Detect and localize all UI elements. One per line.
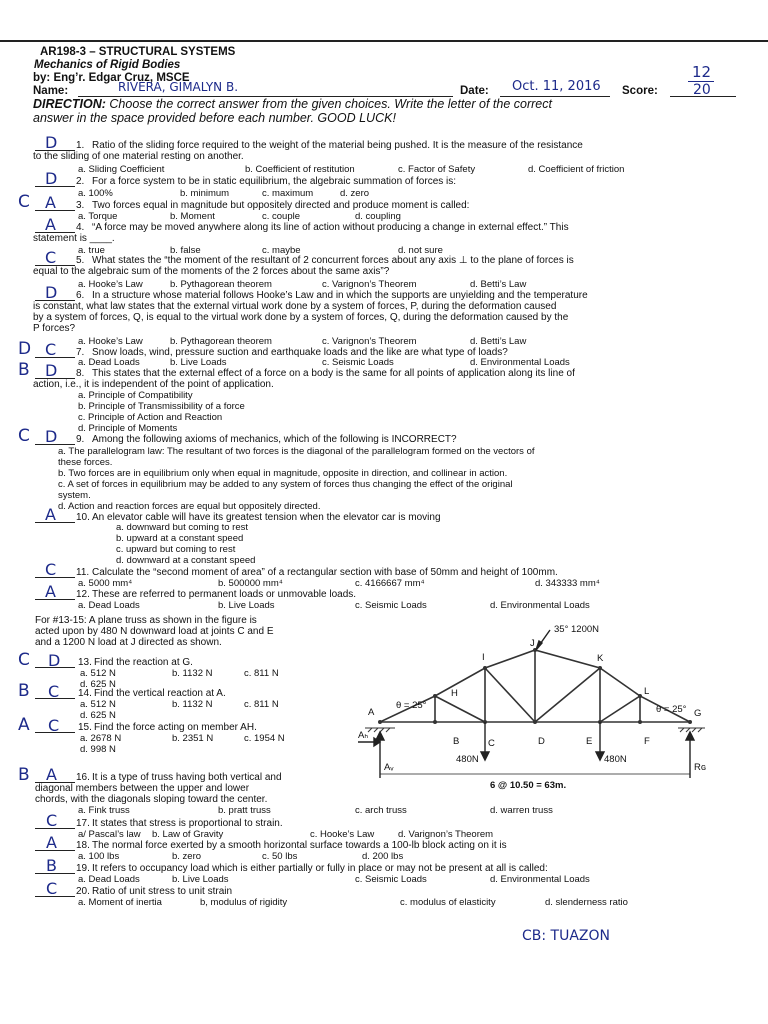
question-text-line: Calculate the “second moment of area” of a rectangular section with base of 50mm and height of 100mm.: [92, 567, 558, 578]
option-text: a. Fink truss: [78, 805, 130, 816]
option-text: c. upward but coming to rest: [116, 544, 236, 555]
option-text: b. 1132 N: [172, 699, 213, 710]
option-text: b. 1132 N: [172, 668, 213, 679]
question-number: 19.: [76, 863, 90, 874]
load-label-1200n: 35° 1200N: [554, 624, 599, 635]
option-text: b. Pythagorean theorem: [170, 279, 272, 290]
option-text: b. Law of Gravity: [152, 829, 224, 840]
direction-line-2: answer in the space provided before each number. GOOD LUCK!: [33, 111, 396, 125]
option-text: c. Varignon’s Theorem: [322, 336, 417, 347]
question-text-line: What states the “the moment of the resultant of 2 concurrent forces about any axis ⊥ to the plane of forces is: [92, 255, 574, 266]
option-text: a. Torque: [78, 211, 118, 222]
answer-correction: A: [18, 715, 30, 735]
option-text: b. 500000 mm⁴: [218, 578, 283, 589]
option-text: a. 5000 mm⁴: [78, 578, 133, 589]
option-text: b. upward at a constant speed: [116, 533, 244, 544]
option-text: a. true: [78, 245, 105, 256]
question-number: 18.: [76, 840, 90, 851]
option-text: c. 50 lbs: [262, 851, 298, 862]
question-number: 3.: [76, 200, 85, 211]
score-denominator: 20: [693, 82, 711, 98]
answer-letter: A: [45, 193, 56, 212]
option-text: b. minimum: [180, 188, 230, 199]
option-text: d. downward at a constant speed: [116, 555, 256, 566]
answer-letter: D: [45, 361, 58, 380]
option-text: c. 4166667 mm⁴: [355, 578, 425, 589]
option-text: d. 200 lbs: [362, 851, 404, 862]
author-line: by: Eng’r. Edgar Cruz, MSCE: [33, 72, 190, 84]
option-text: c. Seismic Loads: [355, 600, 427, 611]
option-text: d. Environmental Loads: [490, 600, 590, 611]
question-text: Find the vertical reaction at A.: [94, 688, 226, 699]
question-number: 8.: [76, 368, 85, 379]
truss-labels: [358, 624, 706, 791]
question-number: 2.: [76, 176, 85, 187]
option-text: d. Environmental Loads: [470, 357, 570, 368]
answer-letter: D: [48, 651, 61, 670]
option-text: d. coupling: [355, 211, 401, 222]
joint-g: G: [694, 708, 702, 719]
option-text: d. Action and reaction forces are equal but oppositely directed.: [58, 501, 321, 512]
question-number: 4.: [76, 222, 85, 233]
option-text: b. zero: [172, 851, 202, 862]
truss-intro-3: and a 1200 N load at J directed as shown.: [35, 637, 222, 648]
answer-letter: C: [45, 340, 57, 359]
option-text: c. 811 N: [244, 668, 279, 679]
option-text: b. 2351 N: [172, 733, 214, 744]
date-value: Oct. 11, 2016: [512, 79, 601, 94]
name-label: Name:: [33, 85, 69, 97]
option-text: c. Seismic Loads: [322, 357, 394, 368]
answer-correction: B: [18, 360, 30, 380]
option-text: c. modulus of elasticity: [400, 897, 496, 908]
question-text-line: diagonal members between the upper and lower: [35, 783, 250, 794]
member-hc: [435, 696, 485, 722]
question-number: 20.: [76, 886, 90, 897]
question-text-line: statement is ____.: [33, 233, 115, 244]
option-text: d. Betti’s Law: [470, 279, 527, 290]
page-top-border: [0, 40, 768, 42]
truss-intro-2: acted upon by 480 N downward load at joints C and E: [35, 626, 274, 637]
option-text: d. Betti’s Law: [470, 336, 527, 347]
option-text: a. Dead Loads: [78, 600, 140, 611]
question-text-line: Ratio of the sliding force required to the weight of the material being pushed. It is the measure of the resistance: [92, 140, 583, 151]
question-text: Find the reaction at G.: [94, 657, 193, 668]
option-text: d. 998 N: [80, 744, 116, 755]
question-text-line: action, i.e., it is independent of the point of application.: [33, 379, 274, 390]
option-text: d. Coefficient of friction: [528, 164, 625, 175]
member-id: [485, 668, 535, 722]
question-number: 6.: [76, 290, 85, 301]
option-text: b, modulus of rigidity: [200, 897, 288, 908]
option-text: b. pratt truss: [218, 805, 271, 816]
option-text: d. 343333 mm⁴: [535, 578, 600, 589]
answer-correction: D: [18, 339, 32, 359]
option-text: c. A set of forces in equilibrium may be added to any system of forces thus changing the effect of the original: [58, 479, 513, 490]
answer-letter: A: [46, 833, 57, 852]
option-text: d. Environmental Loads: [490, 874, 590, 885]
question-text-line: These are referred to permanent loads or unmovable loads.: [92, 589, 357, 600]
answer-correction: C: [18, 650, 30, 670]
question-number: 13.: [78, 657, 92, 668]
option-text: a. Principle of Compatibility: [78, 390, 193, 401]
option-text: a. 100 lbs: [78, 851, 120, 862]
footer-note: CB: TUAZON: [522, 928, 611, 944]
option-text: c. Principle of Action and Reaction: [78, 412, 223, 423]
truss-diagram: [360, 618, 710, 808]
student-name: RIVERA, GIMALYN B.: [118, 80, 239, 94]
joint-e: E: [586, 736, 593, 747]
option-text: d. Principle of Moments: [78, 423, 178, 434]
member-le: [600, 696, 640, 722]
reaction-rg: Rɢ: [694, 762, 707, 773]
joint-k: K: [597, 653, 604, 664]
question-number: 9.: [76, 434, 85, 445]
option-text: these forces.: [58, 457, 113, 468]
option-text: a. Dead Loads: [78, 874, 140, 885]
question-text-line: to the sliding of one material resting on another.: [33, 151, 244, 162]
option-text: a. Moment of inertia: [78, 897, 162, 908]
option-text: a/ Pascal’s law: [78, 829, 141, 840]
option-text: c. arch truss: [355, 805, 407, 816]
question-text-line: P forces?: [33, 323, 76, 334]
answer-letter: C: [46, 879, 58, 898]
question-text-line: by a system of forces, Q, is equal to the virtual work done by a system of forces, Q, during the deformation caused by the: [33, 312, 569, 323]
load-e-label: 480N: [604, 754, 627, 765]
course-title: AR198-3 – STRUCTURAL SYSTEMS: [40, 46, 236, 58]
answer-letter: A: [45, 582, 56, 601]
option-text: a. 2678 N: [80, 733, 122, 744]
option-text: a. Sliding Coefficient: [78, 164, 165, 175]
answer-correction: C: [18, 192, 30, 212]
question-text-line: equal to the algebraic sum of the moments of the 2 forces about the same axis”?: [33, 266, 390, 277]
question-text-line: For a force system to be in static equilibrium, the algebraic summation of forces is:: [92, 176, 457, 187]
question-number: 1.: [76, 140, 85, 151]
joint-l: L: [644, 686, 650, 697]
question-number: 10.: [76, 512, 90, 523]
option-text: a. downward but coming to rest: [116, 522, 249, 533]
option-text: c. maybe: [262, 245, 301, 256]
supports: [365, 728, 705, 732]
option-text: b. Live Loads: [172, 874, 229, 885]
option-text: a. The parallelogram law: The resultant of two forces is the diagonal of the parallelogram formed on the vectors of: [58, 446, 535, 457]
theta-right: θ = 25°: [656, 704, 687, 715]
joint-f: F: [644, 736, 650, 747]
option-text: a. 512 N: [80, 668, 116, 679]
option-text: c. 811 N: [244, 699, 279, 710]
joint-b: B: [453, 736, 460, 747]
question-text-line: “A force may be moved anywhere along its line of action without producing a change in external effect.” This: [92, 222, 569, 233]
question-text-line: It states that stress is proportional to strain.: [92, 818, 283, 829]
option-text: b. Live Loads: [170, 357, 227, 368]
question-number: 17.: [76, 818, 90, 829]
option-text: b. false: [170, 245, 201, 256]
answer-letter: B: [46, 856, 57, 875]
question-text-line: An elevator cable will have its greatest tension when the elevator car is moving: [92, 512, 441, 523]
answer-letter: A: [45, 215, 56, 234]
joint-h: H: [451, 688, 458, 699]
option-text: a. 512 N: [80, 699, 116, 710]
direction-label: DIRECTION:: [33, 97, 106, 111]
option-text: b. Principle of Transmissibility of a force: [78, 401, 245, 412]
truss-intro-1: For #13-15: A plane truss as shown in the figure is: [35, 615, 257, 626]
answer-letter: D: [45, 169, 58, 188]
option-text: d. Varignon’s Theorem: [398, 829, 494, 840]
option-text: d. 625 N: [80, 679, 116, 690]
direction-text-1: Choose the correct answer from the given choices. Write the letter of the correct: [109, 97, 552, 111]
option-text: c. Seismic Loads: [355, 874, 427, 885]
question-text-line: The normal force exerted by a smooth horizontal surface towards a 100-lb block acting on it is: [92, 840, 507, 851]
option-text: c. Factor of Safety: [398, 164, 476, 175]
question-number: 15.: [78, 722, 92, 733]
option-text: c. maximum: [262, 188, 314, 199]
load-c-label: 480N: [456, 754, 479, 765]
question-text-line: Ratio of unit stress to unit strain: [92, 886, 233, 897]
answer-correction: B: [18, 765, 30, 785]
option-text: c. Varignon’s Theorem: [322, 279, 417, 290]
question-text-line: Two forces equal in magnitude but oppositely directed and produce moment is called:: [92, 200, 470, 211]
answer-letter: C: [46, 811, 58, 830]
joint-i: I: [482, 652, 485, 663]
question-number: 11.: [76, 567, 90, 578]
option-text: a. 100%: [78, 188, 113, 199]
answer-letter: D: [45, 133, 58, 152]
joint-a: A: [368, 707, 375, 718]
option-text: c. 1954 N: [244, 733, 285, 744]
option-text: c. Hooke’s Law: [310, 829, 375, 840]
answer-letter: C: [45, 560, 57, 579]
option-text: b. Coefficient of restitution: [245, 164, 355, 175]
theta-left: θ = 25°: [396, 700, 427, 711]
answer-letter: C: [45, 248, 57, 267]
reaction-av: Aᵥ: [384, 762, 394, 773]
span-label: 6 @ 10.50 = 63m.: [490, 780, 567, 791]
answer-letter: D: [45, 427, 58, 446]
option-text: d. not sure: [398, 245, 443, 256]
option-text: system.: [58, 490, 91, 501]
question-text-line: Among the following axioms of mechanics, which of the following is INCORRECT?: [92, 434, 457, 445]
answer-correction: B: [18, 681, 30, 701]
option-text: a. Dead Loads: [78, 357, 140, 368]
direction-line-1: [33, 97, 552, 111]
joint-j: J: [530, 638, 535, 649]
question-text-line: Snow loads, wind, pressure suction and earthquake loads and the like are what type of loads?: [92, 347, 508, 358]
question-number: 14.: [78, 688, 92, 699]
answer-letter: D: [45, 283, 58, 302]
question-text-line: In a structure whose material follows Hooke’s Law and in which the supports are unyielding and the temperature: [92, 290, 588, 301]
score-label: Score:: [622, 85, 658, 97]
question-text-line: This states that the external effect of a force on a body is the same for all points of application along its line of: [92, 368, 575, 379]
option-text: b. Live Loads: [218, 600, 275, 611]
question-text-line: It refers to occupancy load which is either partially or fully in place or may not be present at all is called:: [92, 863, 548, 874]
question-text: Find the force acting on member AH.: [94, 722, 257, 733]
question-number: 16.: [76, 772, 90, 783]
option-text: b. Pythagorean theorem: [170, 336, 272, 347]
option-text: d. 625 N: [80, 710, 116, 721]
score-numerator: 12: [692, 63, 712, 81]
option-text: d. warren truss: [490, 805, 553, 816]
answer-correction: C: [18, 426, 30, 446]
member-kd: [535, 668, 600, 722]
answer-letter: A: [45, 505, 56, 524]
question-text-line: chords, with the diagonals sloping toward the center.: [35, 794, 268, 805]
reaction-ah: Aₕ: [358, 730, 369, 741]
joint-c: C: [488, 738, 495, 749]
subject-title: Mechanics of Rigid Bodies: [34, 59, 181, 71]
answer-letter: A: [46, 765, 57, 784]
answer-letter: C: [48, 682, 60, 701]
joint-d: D: [538, 736, 545, 747]
option-text: c. couple: [262, 211, 301, 222]
option-text: a. Hooke’s Law: [78, 336, 143, 347]
question-number: 12.: [76, 589, 90, 600]
option-text: d. zero: [340, 188, 370, 199]
question-text-line: It is a type of truss having both vertical and: [92, 772, 282, 783]
question-number: 7.: [76, 347, 85, 358]
answer-letter: C: [48, 716, 60, 735]
option-text: a. Hooke’s Law: [78, 279, 143, 290]
option-text: d. slenderness ratio: [545, 897, 628, 908]
option-text: b. Two forces are in equilibrium only when equal in magnitude, opposite in direction, and collinear in action.: [58, 468, 508, 479]
date-label: Date:: [460, 85, 489, 97]
question-number: 5.: [76, 255, 85, 266]
option-text: b. Moment: [170, 211, 215, 222]
question-text-line: is constant, what law states that the external virtual work done by a system of forces, P, during the deformation caused: [33, 301, 557, 312]
